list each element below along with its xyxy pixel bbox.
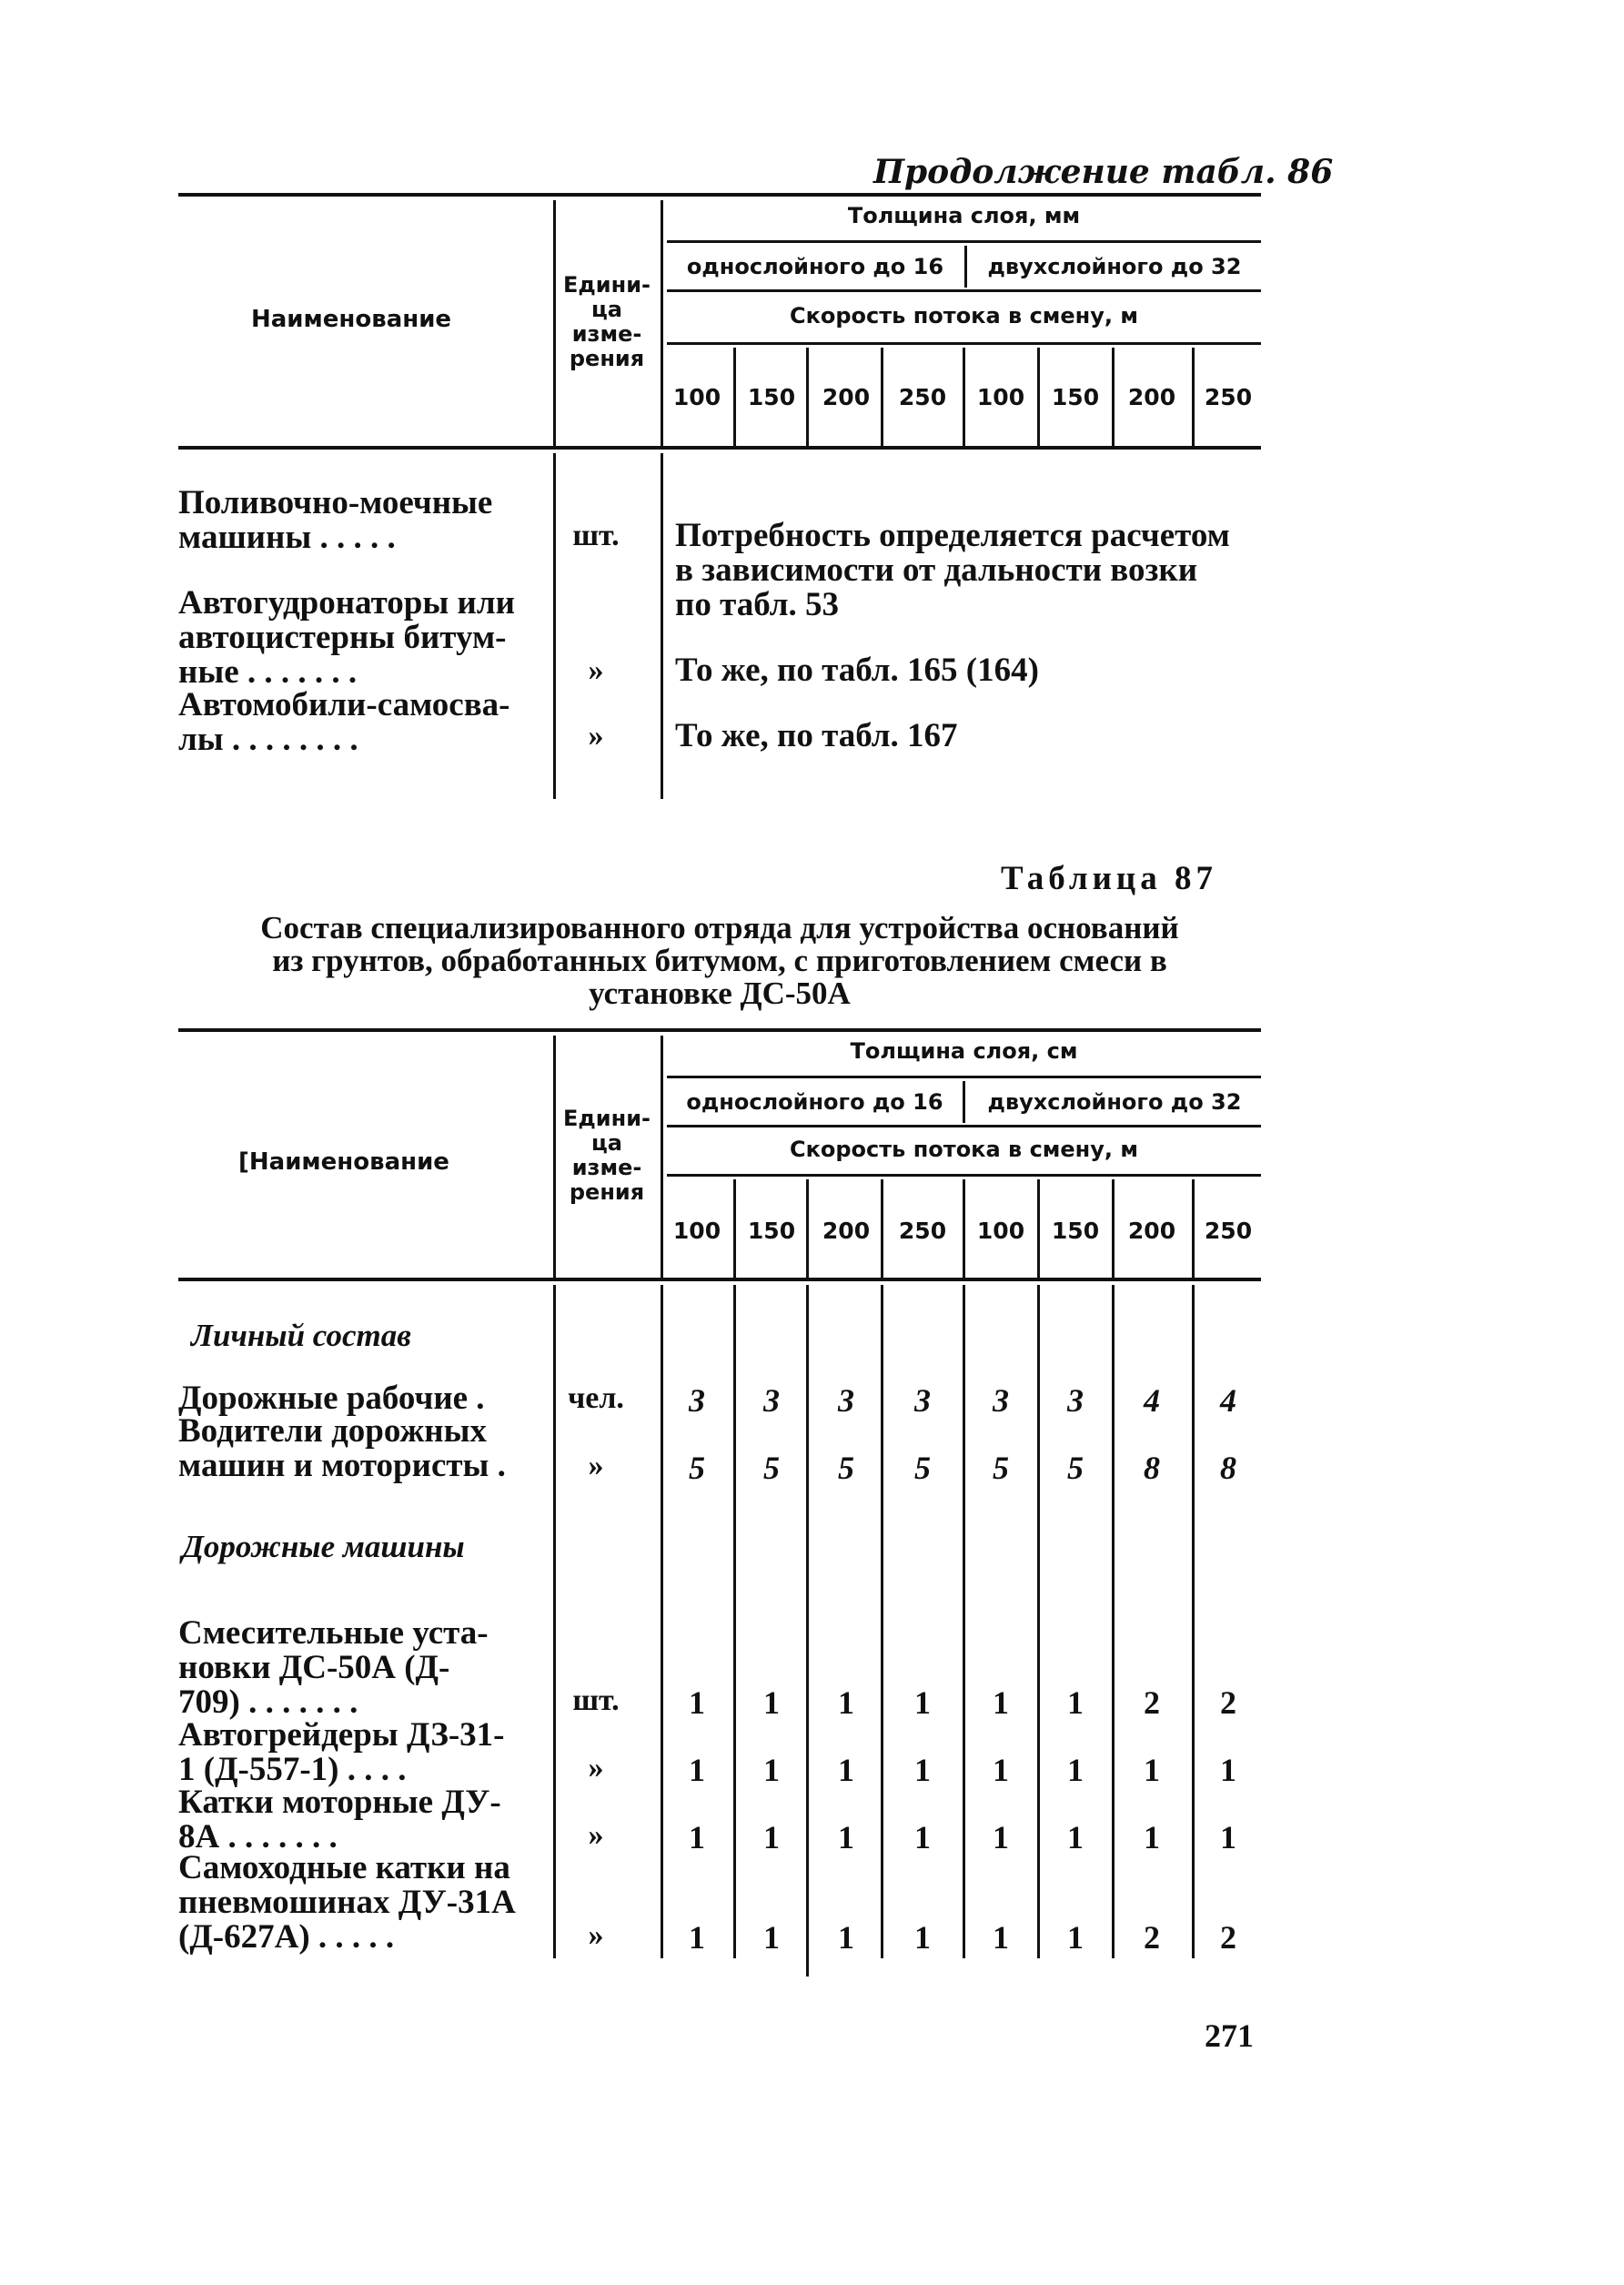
table-row-unit: чел. <box>568 1381 624 1415</box>
table87-speed-value: 100 <box>976 1218 1025 1244</box>
table86-rule-layers <box>667 289 1261 292</box>
table-cell: 1 <box>763 1684 780 1721</box>
table-row-name: Поливочно-моечные машины . . . . . <box>178 484 493 556</box>
table-cell: 8 <box>1220 1450 1236 1486</box>
table87-col-name: [Наименование <box>238 1148 449 1176</box>
table-cell: 3 <box>914 1382 931 1419</box>
table87-col-single: однослойного до 16 <box>686 1089 943 1115</box>
table-cell: 1 <box>763 1819 780 1855</box>
table86-vrule-layers <box>964 246 967 288</box>
table87-speed-value: 200 <box>1127 1218 1176 1244</box>
table87-speed-value: 250 <box>898 1218 947 1244</box>
table87-top-rule <box>178 1028 1261 1032</box>
table-row-unit: » <box>588 1751 604 1785</box>
table-row-name: Водители дорожных машин и мотористы . <box>178 1412 506 1484</box>
table87-rule-speed <box>667 1174 1261 1177</box>
table-cell: 4 <box>1220 1382 1236 1419</box>
table87-col-unit: Едини- ца изме- рения <box>563 1106 651 1205</box>
table-row-note: То же, по табл. 167 <box>675 717 958 754</box>
table-cell: 3 <box>838 1382 854 1419</box>
table-cell: 5 <box>763 1450 780 1486</box>
table-cell: 1 <box>838 1752 854 1788</box>
table-cell: 1 <box>993 1919 1009 1956</box>
table87-col-thickness: Толщина слоя, см <box>850 1038 1078 1064</box>
table-cell: 1 <box>689 1819 705 1855</box>
table-cell: 3 <box>1067 1382 1084 1419</box>
table-cell: 5 <box>1067 1450 1084 1486</box>
table-cell: 1 <box>914 1684 931 1721</box>
table-cell: 1 <box>914 1819 931 1855</box>
table-row-name: Автогрейдеры ДЗ-31- 1 (Д-557-1) . . . . <box>178 1716 505 1788</box>
table-row-unit: » <box>588 719 604 753</box>
table-cell: 3 <box>689 1382 705 1419</box>
table-cell: 1 <box>689 1752 705 1788</box>
table87-vrule-layers <box>963 1081 965 1123</box>
table-row-unit: » <box>588 1918 604 1952</box>
table-cell: 3 <box>763 1382 780 1419</box>
table-cell: 1 <box>1144 1819 1160 1855</box>
section-heading-machines: Дорожные машины <box>182 1529 465 1564</box>
table86-speed-value: 100 <box>976 384 1025 410</box>
table86-col-single: однослойного до 16 <box>686 254 944 279</box>
table-cell: 5 <box>838 1450 854 1486</box>
table-cell: 8 <box>1144 1450 1160 1486</box>
table86-speed-value: 100 <box>672 384 721 410</box>
table87-speed-value: 200 <box>822 1218 871 1244</box>
table-cell: 1 <box>838 1919 854 1956</box>
table86-col-name: Наименование <box>251 306 452 333</box>
table-row-name: Автомобили-самосва- лы . . . . . . . . <box>178 686 510 758</box>
table-row-unit: шт. <box>572 1683 620 1717</box>
table86-col-speed: Скорость потока в смену, м <box>789 303 1138 329</box>
table-cell: 1 <box>914 1752 931 1788</box>
table86-speed-value: 200 <box>822 384 871 410</box>
table86-col-thickness: Толщина слоя, мм <box>847 203 1081 228</box>
table-cell: 5 <box>993 1450 1009 1486</box>
table-row-name: Самоходные катки на пневмошинах ДУ-31А (Д-627А) . . . . . <box>178 1849 516 1956</box>
table-cell: 1 <box>993 1684 1009 1721</box>
table-cell: 1 <box>689 1684 705 1721</box>
table-row-name: Смесительные уста- новки ДС-50А (Д- 709) . . . . . . . <box>178 1614 489 1721</box>
table-row-note: То же, по табл. 165 (164) <box>675 652 1039 689</box>
table-row-unit: » <box>588 1449 604 1482</box>
table-cell: 4 <box>1144 1382 1160 1419</box>
table-cell: 1 <box>763 1752 780 1788</box>
table87-speed-value: 100 <box>672 1218 721 1244</box>
table86-speed-value: 250 <box>1204 384 1253 410</box>
table-row-unit: шт. <box>572 519 620 552</box>
table-row-note: Потребность определяется расчетом в зависимости от дальности возки по табл. 53 <box>675 517 1230 623</box>
table-cell: 1 <box>914 1919 931 1956</box>
table86-col-unit: Едини- ца изме- рения <box>563 272 651 371</box>
table-cell: 2 <box>1220 1919 1236 1956</box>
table86-rule-thickness <box>667 240 1261 243</box>
table-cell: 3 <box>993 1382 1009 1419</box>
table-cell: 1 <box>1067 1752 1084 1788</box>
table-cell: 1 <box>1067 1919 1084 1956</box>
table86-vrule-name <box>553 200 556 446</box>
table87-caption: Состав специализированного отряда для устройства оснований из грунтов, обработанных битумом, с приготовлением смеси в установке ДС-50А <box>260 910 1179 1011</box>
table86-rule-speed <box>667 342 1261 345</box>
table-cell: 5 <box>689 1450 705 1486</box>
table-cell: 1 <box>838 1684 854 1721</box>
table-cell: 5 <box>914 1450 931 1486</box>
table87-col-speed: Скорость потока в смену, м <box>789 1137 1138 1162</box>
page-number: 271 <box>1205 2017 1254 2054</box>
table87-col-double: двухслойного до 32 <box>987 1089 1242 1115</box>
table-cell: 2 <box>1144 1684 1160 1721</box>
table-cell: 2 <box>1220 1684 1236 1721</box>
table-cell: 1 <box>689 1919 705 1956</box>
table86-col-double: двухслойного до 32 <box>987 254 1242 279</box>
table-cell: 2 <box>1144 1919 1160 1956</box>
table-cell: 1 <box>993 1752 1009 1788</box>
table87-rule-layers <box>667 1125 1261 1127</box>
table-cell: 1 <box>838 1819 854 1855</box>
table87-speed-value: 250 <box>1204 1218 1253 1244</box>
table-row-name: Дорожные рабочие . <box>178 1380 485 1417</box>
table-cell: 1 <box>1067 1684 1084 1721</box>
table87-label: Таблица 87 <box>1001 860 1217 897</box>
section-heading-personnel: Личный состав <box>191 1318 411 1353</box>
table86-speed-value: 200 <box>1127 384 1176 410</box>
table-cell: 1 <box>1220 1752 1236 1788</box>
table-cell: 1 <box>1220 1819 1236 1855</box>
table86-speed-value: 150 <box>1051 384 1100 410</box>
table86-header-bottom-rule <box>178 446 1261 450</box>
table87-rule-thickness <box>667 1076 1261 1078</box>
table-row-unit: » <box>588 653 604 687</box>
table-cell: 1 <box>1067 1819 1084 1855</box>
table87-speed-value: 150 <box>1051 1218 1100 1244</box>
table-cell: 1 <box>1144 1752 1160 1788</box>
continuation-title: Продолжение табл. 86 <box>873 153 1334 191</box>
table87-vrule-name <box>553 1036 556 1278</box>
table86-speed-value: 150 <box>747 384 796 410</box>
table-row-unit: » <box>588 1818 604 1852</box>
table87-header-bottom-rule <box>178 1278 1261 1281</box>
table-row-name: Катки моторные ДУ- 8А . . . . . . . <box>178 1784 501 1855</box>
table87-speed-value: 150 <box>747 1218 796 1244</box>
table86-speed-value: 250 <box>898 384 947 410</box>
table-cell: 1 <box>993 1819 1009 1855</box>
table86-top-rule <box>178 193 1261 197</box>
table86-body-vrule-unit <box>661 453 663 799</box>
table-row-name: Автогудронаторы или автоцистерны битум- ные . . . . . . . <box>178 584 515 691</box>
table-cell: 1 <box>763 1919 780 1956</box>
